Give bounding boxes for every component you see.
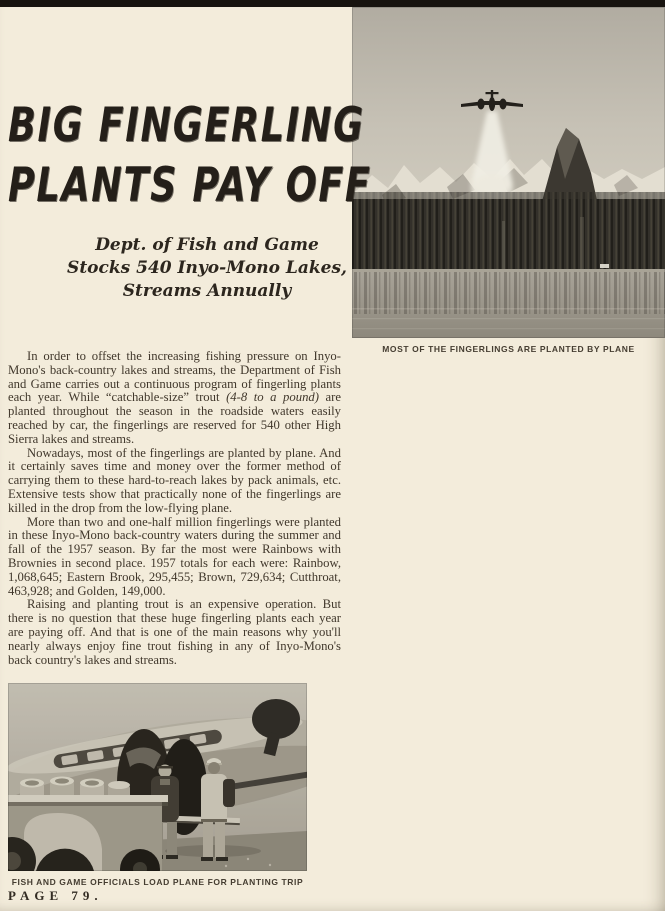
page-top-rule bbox=[0, 0, 665, 7]
loading-plane-scene bbox=[8, 683, 307, 871]
text-run: Nowadays, most of the fingerlings are planted by plane. And it certainly saves time and money over the former method of carrying them to these hard-to-reach lakes by pack animals, etc. Extensive tests show that practically none of the fingerlings are killed in the drop from the low-flying plane. bbox=[8, 445, 341, 515]
title-line-1: BIG FINGERLING bbox=[8, 98, 365, 153]
subtitle-line: Dept. of Fish and Game bbox=[95, 235, 319, 255]
paragraph bbox=[8, 598, 341, 667]
page-number: PAGE 79. bbox=[8, 888, 103, 903]
article-title bbox=[8, 96, 474, 216]
paragraph bbox=[8, 516, 341, 599]
lake-reflections bbox=[352, 272, 665, 314]
title-line-2: PLANTS PAY OFF bbox=[8, 158, 372, 213]
text-run: are planted throughout the season in the roadside waters easily reached by car, the fingerlings are reserved for 540 other High Sierra lakes and streams. bbox=[8, 390, 342, 446]
boat-speck bbox=[600, 264, 609, 268]
bottom-photo bbox=[8, 683, 307, 871]
article-subtitle bbox=[42, 234, 372, 303]
text-run: Raising and planting trout is an expensive operation. But there is no question that these huge fingerling plants each year are paying off. And that is one of the main reasons why you'll nearly always enjoy fine trout fishing in any of Inyo-Mono's back country's lakes and streams. bbox=[8, 597, 341, 667]
text-run-italic: (4-8 to a pound) bbox=[226, 390, 319, 405]
article-body bbox=[8, 350, 341, 667]
subtitle-line: Stocks 540 Inyo-Mono Lakes, bbox=[67, 258, 347, 278]
paragraph bbox=[8, 447, 341, 516]
paragraph bbox=[8, 350, 341, 447]
text-run: More than two and one-half million fingerlings were planted in these Inyo-Mono back-country waters during the summer and fall of the 1957 season. By far the most were Rainbows with Brownies in second place. 1957 totals for each were: Rainbow, 1,068,645; Eastern Brook, 295,455; Brown, 729,634; Cutthroat, 463,928; and Golden, 149,000. bbox=[8, 514, 341, 598]
subtitle-line: Streams Annually bbox=[122, 281, 292, 301]
bottom-photo-caption: FISH AND GAME OFFICIALS LOAD PLANE FOR PLANTING TRIP bbox=[11, 877, 304, 887]
text-run: In order to offset the increasing fishing pressure on Inyo-Mono's back-country lakes and streams, the Department of Fish and Game carries out a continuous program of fingerling plants each year. While “catchable-size” trout bbox=[8, 349, 341, 405]
top-photo-caption: MOST OF THE FINGERLINGS ARE PLANTED BY PLANE bbox=[382, 344, 635, 354]
